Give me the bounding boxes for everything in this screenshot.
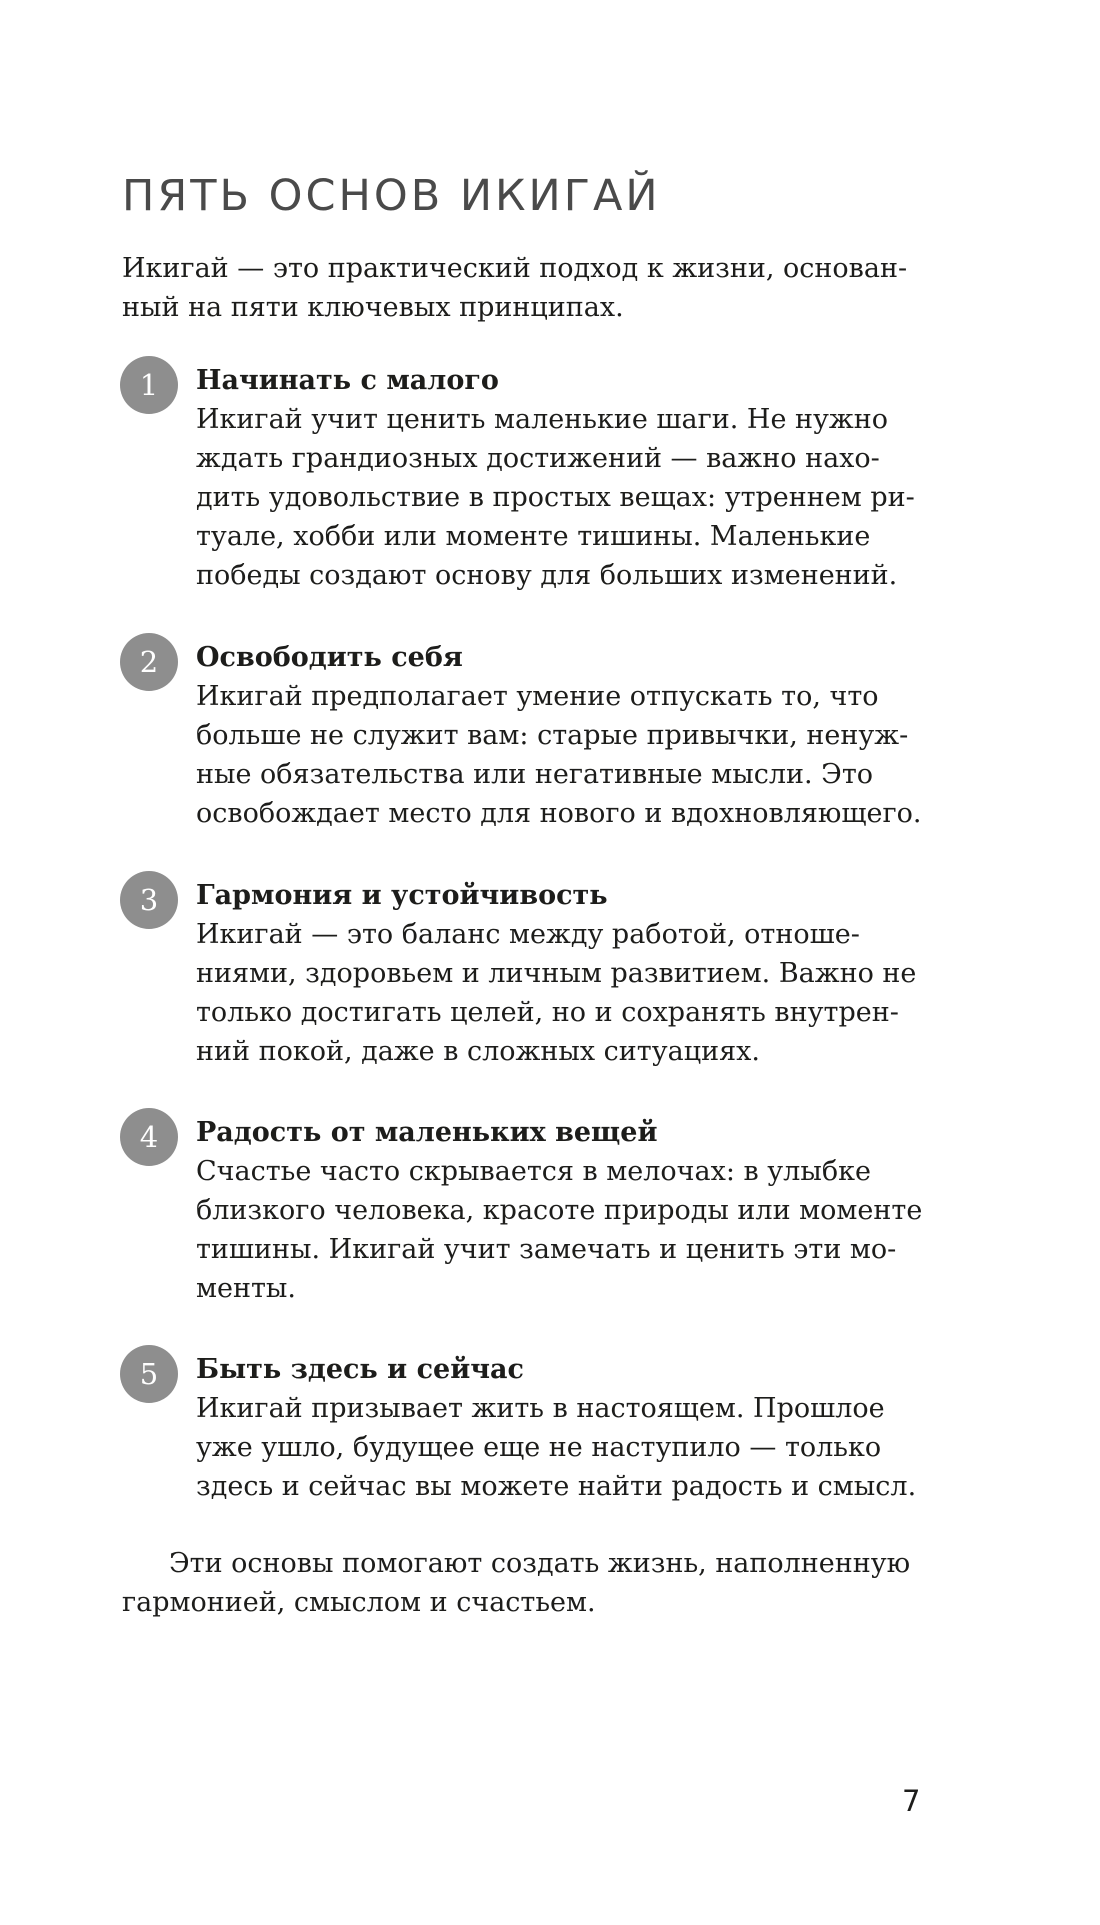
page-number: 7 bbox=[902, 1784, 921, 1818]
principle-body bbox=[196, 915, 976, 1071]
number-badge: 4 bbox=[120, 1108, 178, 1166]
body-line: здесь и сейчас вы можете найти радость и смысл. bbox=[196, 1471, 917, 1502]
body-line: Икигай учит ценить маленькие шаги. Не нужно bbox=[196, 404, 888, 435]
conclusion-paragraph bbox=[122, 1544, 962, 1622]
conclusion-line: гармонией, смыслом и счастьем. bbox=[122, 1587, 596, 1618]
body-line: Икигай — это баланс между работой, отноше- bbox=[196, 919, 860, 950]
principle-heading: Гармония и устойчивость bbox=[196, 880, 608, 911]
number-badge: 5 bbox=[120, 1345, 178, 1403]
principle-body bbox=[196, 677, 976, 833]
intro-paragraph bbox=[122, 249, 942, 327]
body-line: ные обязательства или негативные мысли. Это bbox=[196, 759, 874, 790]
body-line: Икигай предполагает умение отпускать то, что bbox=[196, 681, 879, 712]
body-line: ждать грандиозных достижений — важно нахо- bbox=[196, 443, 880, 474]
page-title: ПЯТЬ ОСНОВ ИКИГАЙ bbox=[122, 171, 661, 221]
number-badge: 3 bbox=[120, 871, 178, 929]
intro-line: Икигай — это практический подход к жизни, основан- bbox=[122, 253, 908, 284]
principle-body bbox=[196, 1152, 976, 1308]
body-line: Икигай призывает жить в настоящем. Прошлое bbox=[196, 1393, 885, 1424]
principle-heading: Быть здесь и сейчас bbox=[196, 1354, 524, 1385]
body-line: ний покой, даже в сложных ситуациях. bbox=[196, 1036, 760, 1067]
principle-heading: Радость от маленьких вещей bbox=[196, 1117, 658, 1148]
number-badge: 1 bbox=[120, 356, 178, 414]
conclusion-line: Эти основы помогают создать жизнь, наполненную bbox=[169, 1548, 911, 1579]
principle-body bbox=[196, 400, 976, 595]
body-line: Счастье часто скрывается в мелочах: в улыбке bbox=[196, 1156, 871, 1187]
body-line: дить удовольствие в простых вещах: утреннем ри- bbox=[196, 482, 915, 513]
body-line: ниями, здоровьем и личным развитием. Важно не bbox=[196, 958, 917, 989]
number-badge: 2 bbox=[120, 633, 178, 691]
body-line: тишины. Икигай учит замечать и ценить эти мо- bbox=[196, 1234, 897, 1265]
principle-heading: Начинать с малого bbox=[196, 365, 499, 396]
body-line: менты. bbox=[196, 1273, 296, 1304]
body-line: близкого человека, красоте природы или моменте bbox=[196, 1195, 923, 1226]
body-line: победы создают основу для больших изменений. bbox=[196, 560, 898, 591]
principle-body bbox=[196, 1389, 976, 1506]
body-line: больше не служит вам: старые привычки, ненуж- bbox=[196, 720, 909, 751]
body-line: только достигать целей, но и сохранять внутрен- bbox=[196, 997, 899, 1028]
body-line: уже ушло, будущее еще не наступило — только bbox=[196, 1432, 882, 1463]
body-line: туале, хобби или моменте тишины. Маленькие bbox=[196, 521, 871, 552]
body-line: освобождает место для нового и вдохновляющего. bbox=[196, 798, 922, 829]
intro-line: ный на пяти ключевых принципах. bbox=[122, 292, 624, 323]
principle-heading: Освободить себя bbox=[196, 642, 463, 673]
